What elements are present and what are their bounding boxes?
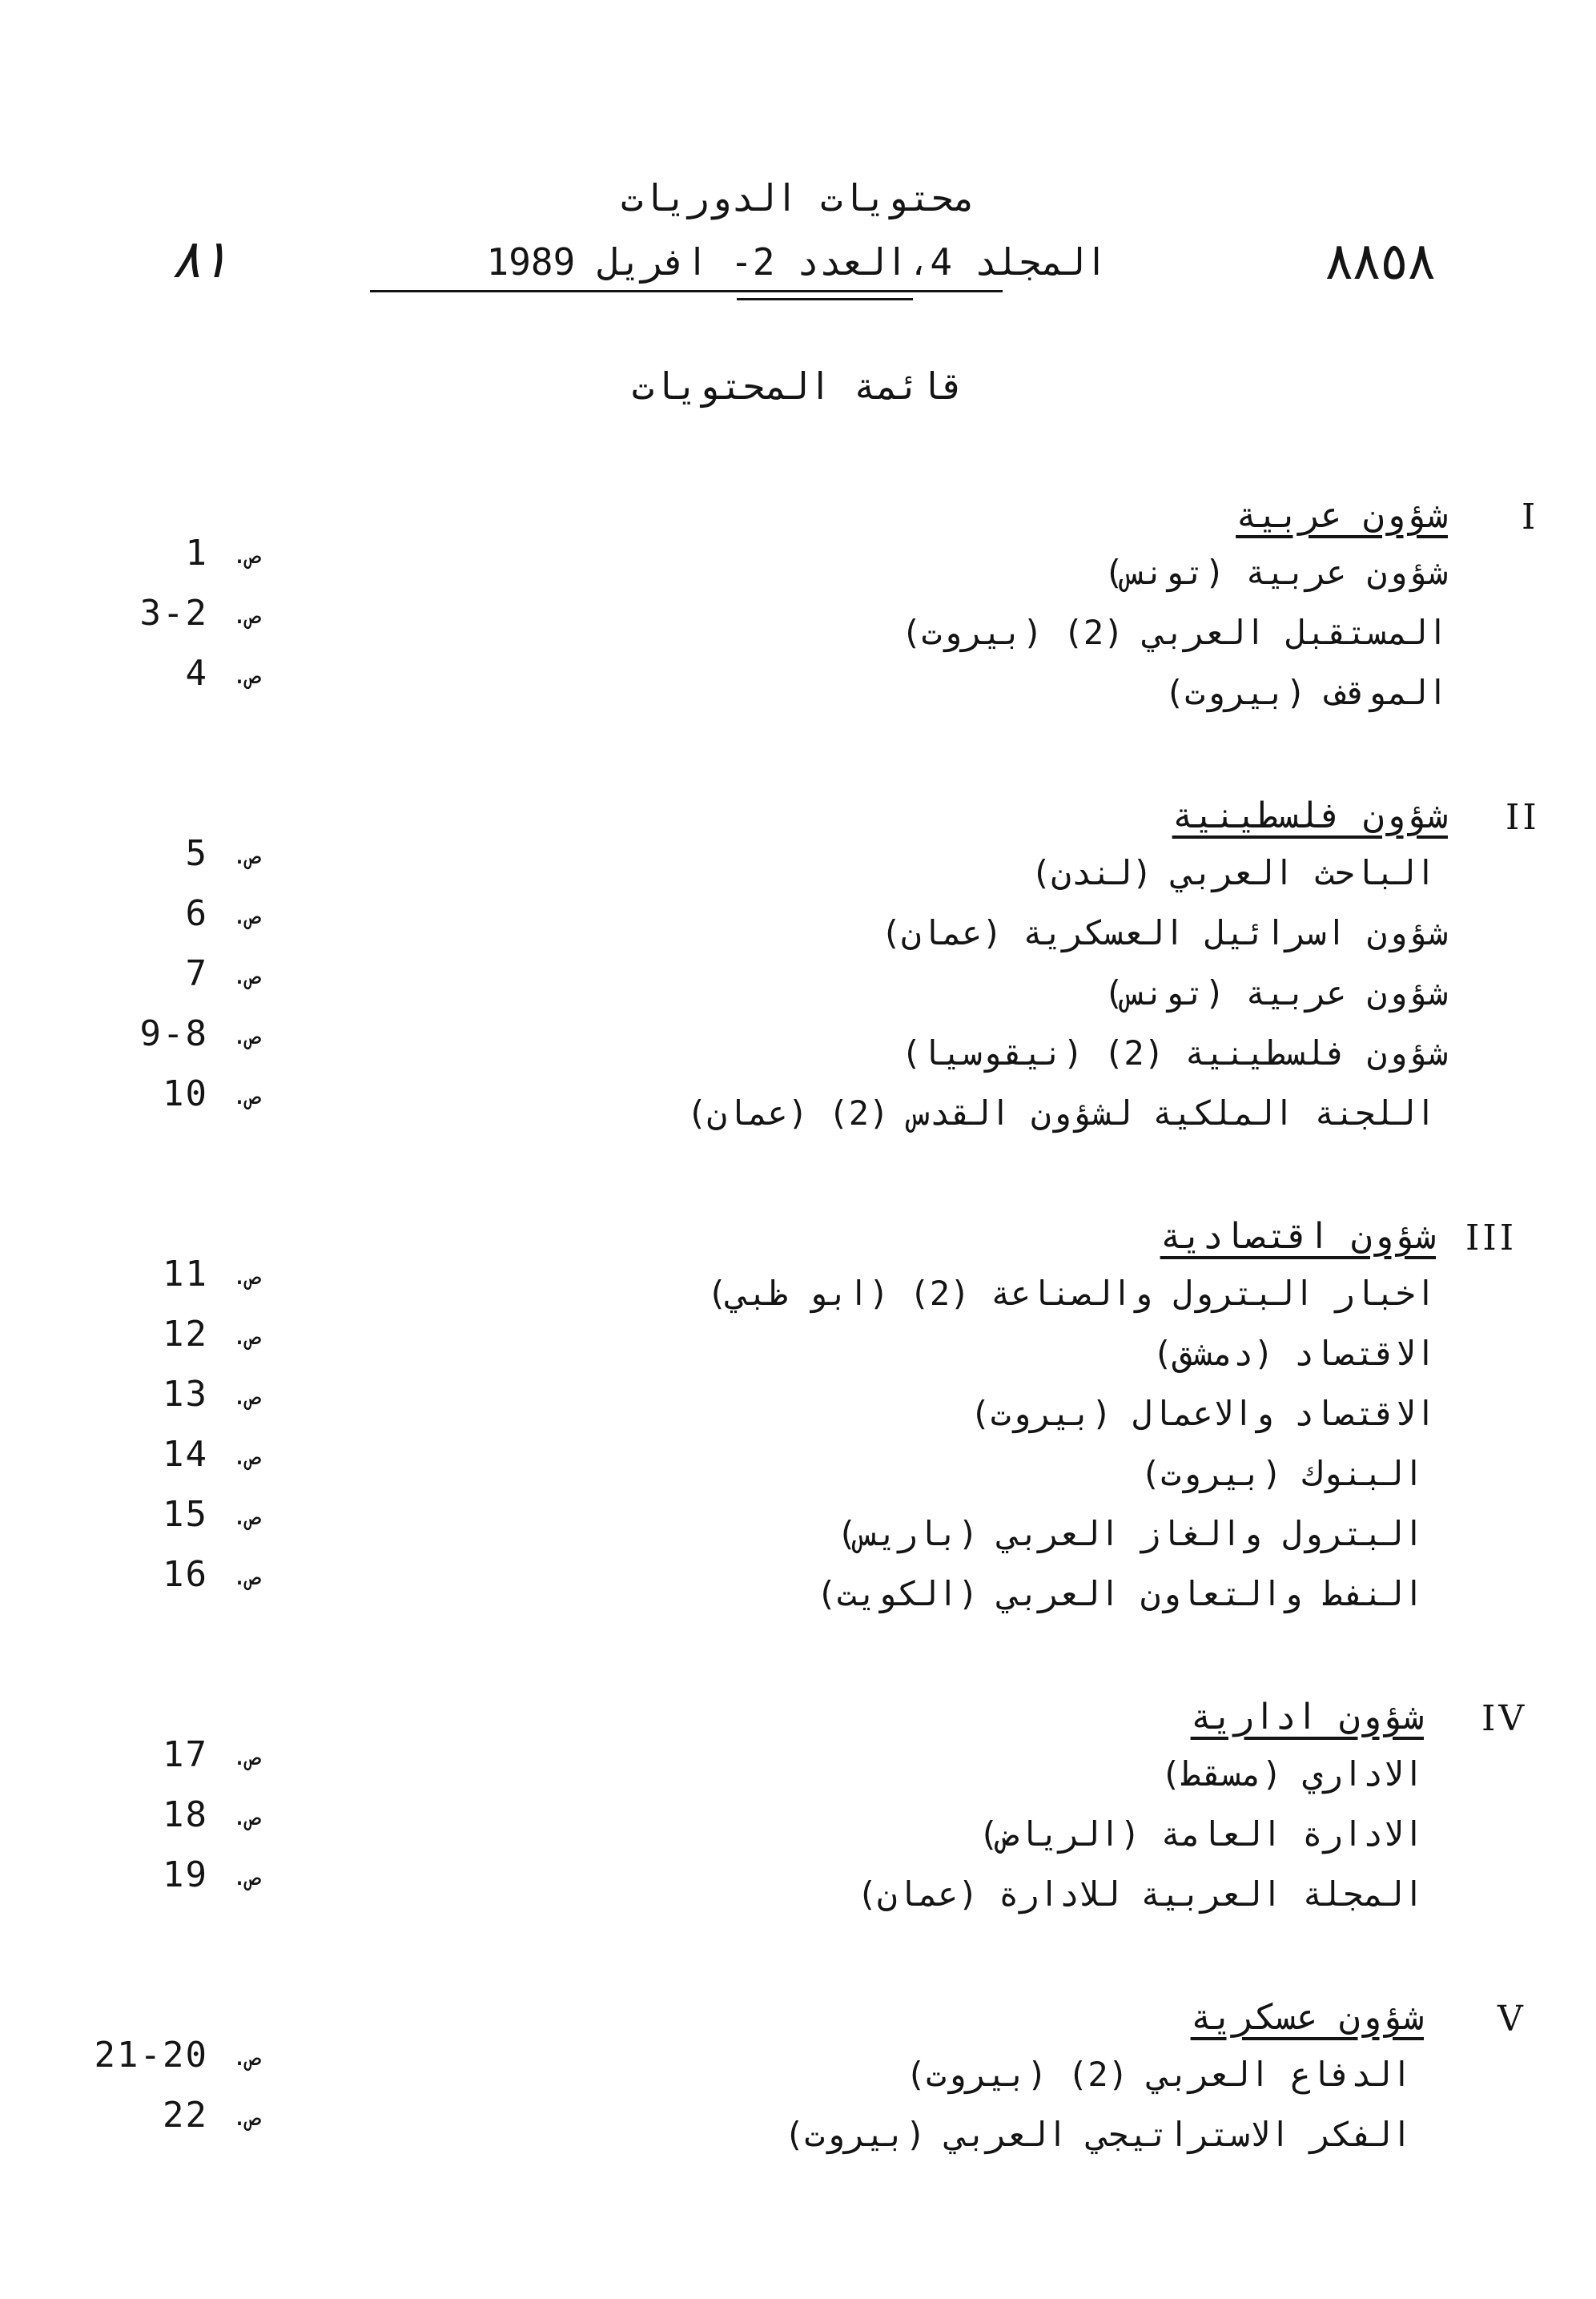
list-item: الباحث العربي (لندن) xyxy=(1031,853,1436,892)
page-label: ص. xyxy=(232,1383,262,1411)
page-number: 22 xyxy=(163,2095,208,2136)
page-reference xyxy=(68,1854,340,1895)
page-reference xyxy=(68,833,340,874)
section-numeral: II xyxy=(1506,797,1540,838)
page-number: 6 xyxy=(185,893,208,934)
list-item: الاداري (مسقط) xyxy=(1160,1754,1424,1794)
list-item: اخبار البترول والصناعة (2) (ابو ظبي) xyxy=(706,1274,1436,1313)
page-label: ص. xyxy=(232,1743,262,1771)
page-number: 13 xyxy=(163,1374,208,1415)
handwritten-note-left: ٨١ xyxy=(172,228,229,290)
section-title: شؤون ادارية xyxy=(1190,1697,1424,1737)
section-title: شؤون عسكرية xyxy=(1190,1997,1424,2038)
issue-line xyxy=(487,240,1108,284)
issue-number-underline xyxy=(737,298,913,300)
page-label: ص. xyxy=(232,1082,262,1110)
page-reference xyxy=(68,1734,340,1775)
section-numeral: I xyxy=(1522,497,1539,538)
section-title: شؤون عربية xyxy=(1236,495,1448,536)
page-label: ص. xyxy=(232,1863,262,1891)
page-number: 7 xyxy=(185,953,208,994)
page-number: 19 xyxy=(163,1854,208,1895)
page-number: 15 xyxy=(163,1494,208,1535)
contents-heading: قائمة المحتويات xyxy=(631,364,965,408)
list-item: النفط والتعاون العربي (الكويت) xyxy=(816,1574,1424,1613)
section-title: شؤون اقتصادية xyxy=(1160,1216,1436,1257)
issue-date: - افريل 1989 xyxy=(486,240,753,284)
page-reference xyxy=(68,1013,340,1054)
page-reference xyxy=(68,1314,340,1355)
list-item: الادارة العامة (الرياض) xyxy=(978,1814,1424,1854)
page-reference xyxy=(68,1554,340,1595)
page-reference xyxy=(68,953,340,994)
page-number: 5 xyxy=(185,833,208,874)
page-number: 14 xyxy=(163,1434,208,1475)
page-label: ص. xyxy=(232,1323,262,1351)
section-numeral: IV xyxy=(1481,1698,1528,1739)
page-number: 18 xyxy=(163,1794,208,1835)
list-item: المستقبل العربي (2) (بيروت) xyxy=(901,613,1448,652)
page-reference xyxy=(68,1434,340,1475)
page-reference xyxy=(68,653,340,694)
page-number: 21-20 xyxy=(94,2035,208,2076)
page-label: ص. xyxy=(232,1503,262,1531)
list-item: الفكر الاستراتيجي العربي (بيروت) xyxy=(784,2115,1412,2154)
document-title: محتويات الدوريات xyxy=(620,176,976,219)
page-label: ص. xyxy=(232,542,262,570)
page-number: 12 xyxy=(163,1314,208,1355)
list-item: شؤون عربية (تونس) xyxy=(1104,973,1448,1013)
page-number: 4 xyxy=(185,653,208,694)
list-item: شؤون عربية (تونس) xyxy=(1104,553,1448,592)
page-number: 10 xyxy=(163,1073,208,1114)
page-reference xyxy=(68,1073,340,1114)
page-label: ص. xyxy=(232,1022,262,1050)
page-reference xyxy=(68,593,340,634)
page-number: 17 xyxy=(163,1734,208,1775)
page-reference xyxy=(68,1374,340,1415)
list-item: شؤون فلسطينية (2) (نيقوسيا) xyxy=(901,1033,1448,1073)
list-item: الاقتصاد (دمشق) xyxy=(1152,1334,1436,1373)
page-label: ص. xyxy=(232,1803,262,1831)
list-item: الدفاع العربي (2) (بيروت) xyxy=(905,2055,1412,2094)
section-numeral: III xyxy=(1465,1218,1518,1258)
list-item: البترول والغاز العربي (باريس) xyxy=(836,1514,1424,1553)
issue-line-underline xyxy=(370,290,1003,292)
page-number: 3-2 xyxy=(139,593,208,634)
page-number: 1 xyxy=(185,533,208,574)
page-label: ص. xyxy=(232,962,262,990)
list-item: البنوك (بيروت) xyxy=(1140,1454,1424,1493)
page-number: 16 xyxy=(163,1554,208,1595)
page-number: 11 xyxy=(163,1254,208,1294)
page-reference xyxy=(68,1494,340,1535)
page-label: ص. xyxy=(232,1443,262,1471)
page-reference xyxy=(68,1254,340,1294)
page-label: ص. xyxy=(232,2043,262,2072)
list-item: شؤون اسرائيل العسكرية (عمان) xyxy=(880,913,1448,952)
list-item: الاقتصاد والاعمال (بيروت) xyxy=(970,1394,1436,1433)
issue-number: العدد 2 xyxy=(752,240,908,284)
page-reference xyxy=(68,893,340,934)
page-label: ص. xyxy=(232,662,262,690)
page-reference xyxy=(32,2095,304,2136)
page-reference xyxy=(68,1794,340,1835)
section-title: شؤون فلسطينية xyxy=(1172,795,1448,836)
list-item: الموقف (بيروت) xyxy=(1164,673,1448,712)
section-numeral: V xyxy=(1498,1999,1526,2039)
page-label: ص. xyxy=(232,902,262,930)
page-reference xyxy=(68,533,340,574)
page-label: ص. xyxy=(232,1262,262,1290)
page-label: ص. xyxy=(232,602,262,630)
page-label: ص. xyxy=(232,2104,262,2132)
page-label: ص. xyxy=(232,1563,262,1591)
page-number: 9-8 xyxy=(139,1013,208,1054)
page-reference xyxy=(32,2035,304,2076)
issue-volume: المجلد 4، xyxy=(907,240,1108,284)
list-item: المجلة العربية للادارة (عمان) xyxy=(856,1874,1424,1914)
page-label: ص. xyxy=(232,842,262,870)
handwritten-note-right: ٨٨٥٨ xyxy=(1325,232,1436,292)
list-item: اللجنة الملكية لشؤون القدس (2) (عمان) xyxy=(686,1093,1436,1133)
